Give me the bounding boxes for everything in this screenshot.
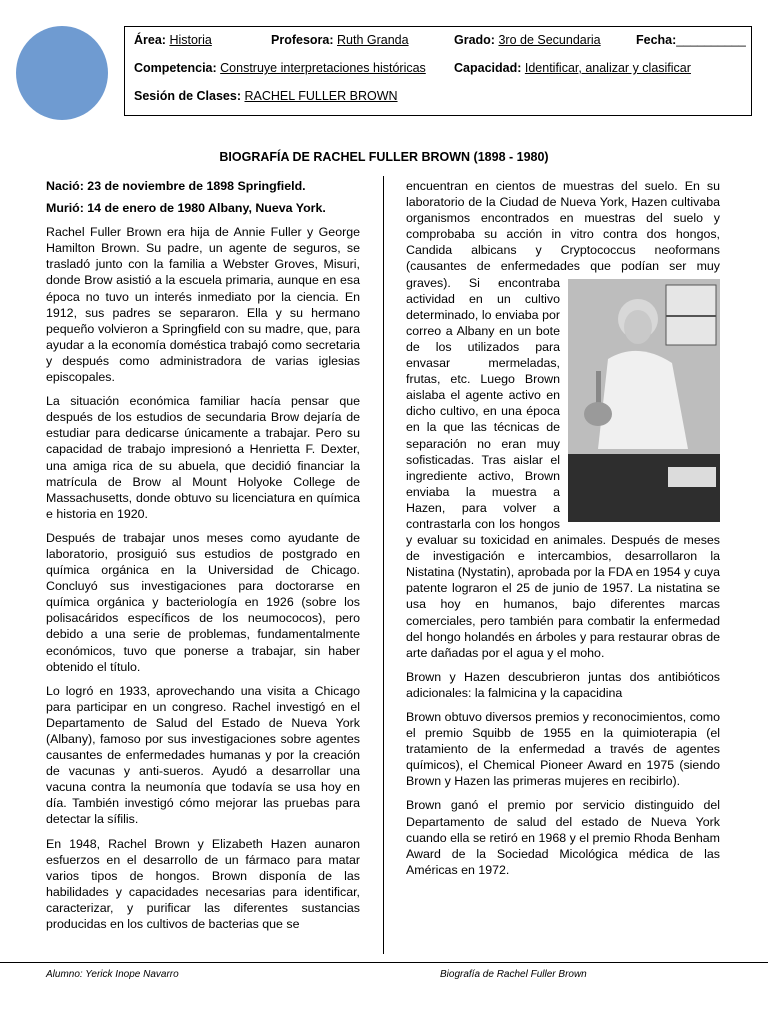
teacher-label: Profesora: <box>271 33 334 47</box>
paragraph-collaboration: En 1948, Rachel Brown y Elizabeth Hazen aunaron esfuerzos en el desarrollo de un fármaco para matar varios tipos de hongos. Brown disponía de las habilidades y capacidades necesarias para identificar, caracterizar, y purificar las diferentes sustancias producidas en los cultivos de bacterias que se <box>46 836 360 932</box>
logo-circle <box>16 26 108 120</box>
date-field <box>636 33 746 47</box>
capacity-label: Capacidad: <box>454 61 522 75</box>
grade-label: Grado: <box>454 33 495 47</box>
paragraph-postgraduate: Después de trabajar unos meses como ayudante de laboratorio, prosiguió sus estudios de postgrado en química orgánica en la Universidad de Chicago. Concluyó sus investigaciones para doctorarse en química orgánica y bacteriología en 1926 (sobre los polisacáridos específicos de los neumococos), pero debido a una serie de problemas, fundamentalmente económicos, tuvo que ponerse a trabajar, sin haber obtenido el título. <box>46 530 360 674</box>
competence-field <box>134 61 426 75</box>
header-info-box <box>124 26 752 116</box>
paragraph-education: La situación económica familiar hacía pensar que después de los estudios de secundaria Brow dejaría de estudiar para dedicarse únicamente a trabajar. Pero su capacidad de trabajo impresionó a Henrietta F. Dexter, una amiga rica de su abuela, que decidió financiar la matrícula de Brow al Mount Holyoke College de Massachusetts, donde obtuvo su licenciatura en química e historia en 1920. <box>46 394 360 521</box>
birth-info: Nació: 23 de noviembre de 1898 Springfield. <box>46 179 306 193</box>
portrait-illustration <box>568 279 720 522</box>
capacity-field <box>454 61 691 75</box>
paragraph-family: Rachel Fuller Brown era hija de Annie Fuller y George Hamilton Brown. Su padre, un agente de seguros, se trasladó junto con la familia a Webster Groves, Misuri, donde Brow asistió a la escuela primaria, aunque en esa época no tuvo un interés inmediato por la ciencia. En 1912, sus padres se separaron. Ella y su hermano pequeño volvieron a Springfield con su madre, que, para ayudar a la economía doméstica trabajó como secretaria y después como administradora de varias iglesias episcopales. <box>46 225 360 385</box>
teacher-field <box>271 33 409 47</box>
footer-student: Alumno: Yerick Inope Navarro <box>46 969 179 980</box>
paragraph-antibiotics: Brown y Hazen descubrieron juntas dos antibióticos adicionales: la falmicina y la capacidina <box>406 669 720 700</box>
capacity-value: Identificar, analizar y clasificar <box>524 61 691 75</box>
session-field <box>134 89 398 103</box>
document-title: BIOGRAFÍA DE RACHEL FULLER BROWN (1898 - 1980) <box>219 150 549 164</box>
area-value: Historia <box>169 33 212 47</box>
paragraph-nystatin <box>406 178 720 661</box>
grade-field <box>454 33 601 47</box>
paragraph-nystatin-intro: encuentran en cientos de muestras del suelo. En su laboratorio de la Ciudad de Nueva York, Hazen cultivaba organismos encontrados en muestras del suelo y comprobaba su acción in vitro contra dos hongos, Candida albicans y Cryptococcus neoformans (causantes de enfermedades que podían ser muy graves). <box>406 179 720 290</box>
area-field <box>134 33 212 47</box>
footer-rule <box>0 962 768 963</box>
competence-label: Competencia: <box>134 61 217 75</box>
date-label: Fecha: <box>636 33 677 47</box>
left-column <box>46 178 360 940</box>
teacher-value: Ruth Granda <box>337 33 409 47</box>
right-column <box>406 178 720 886</box>
paragraph-nystatin-body: Si encontraba actividad en un cultivo determinado, lo enviaba por correo a Albany en un bote de los utilizados para envasar mermeladas, frutas, etc. Luego Brown aislaba el agente activo en dicho cultivo, en una época en la que las técnicas de separación no eran muy sofisticadas. Tras aislar el ingrediente activo, Brown enviaba la muestra a Hazen, para volver a contrastarla con los hongos y evaluar su toxicidad en animales. Después de meses de investigación e intercambios, desarrollaron la Nistatina (Nystatin), aprobada por la FDA en 1954 y cuya patente lograron el 25 de junio de 1957. La nistatina se usa hoy en humanos, bajo diferentes marcas comerciales, pero también para combatir la enfermedad del hongo holandés en árboles y para restaurar obras de arte dañadas por el agua y el moho. <box>406 275 720 660</box>
portrait-photo <box>568 279 720 522</box>
death-info: Murió: 14 de enero de 1980 Albany, Nueva York. <box>46 201 326 216</box>
footer-document-name: Biografía de Rachel Fuller Brown <box>440 969 587 980</box>
column-divider <box>383 176 384 954</box>
grade-value: 3ro de Secundaria <box>498 33 601 47</box>
paragraph-research: Lo logró en 1933, aprovechando una visita a Chicago para participar en un congreso. Rachel investigó en el Departamento de Salud del Estado de Nueva York (Albany), famoso por sus investigaciones sobre agentes causantes de enfermedades humanas y por la creación de vacunas y anti-sueros. Ayudó a desarrollar una vacuna contra la neumonía que todavía se usa hoy en día. También investigó cómo mejorar las pruebas para detectar la sífilis. <box>46 683 360 827</box>
session-label: Sesión de Clases: <box>134 89 241 103</box>
paragraph-awards: Brown obtuvo diversos premios y reconocimientos, como el premio Squibb de 1955 en la quimioterapia (el tratamiento de la enfermedad a través de agentes químicos), el Chemical Pioneer Award en 1975 (siendo Brown y Hazen las primeras mujeres en recibirlo). <box>406 710 720 789</box>
paragraph-retirement: Brown ganó el premio por servicio distinguido del Departamento de salud del estado de Nueva York cuando ella se retiró en 1968 y el premio Rhoda Benham Award de la Sociedad Micológica médica de las Américas en 1972. <box>406 798 720 877</box>
area-label: Área: <box>134 33 166 47</box>
competence-value: Construye interpretaciones históricas <box>220 61 426 75</box>
date-value: __________ <box>676 33 746 47</box>
session-value: RACHEL FULLER BROWN <box>244 89 398 103</box>
